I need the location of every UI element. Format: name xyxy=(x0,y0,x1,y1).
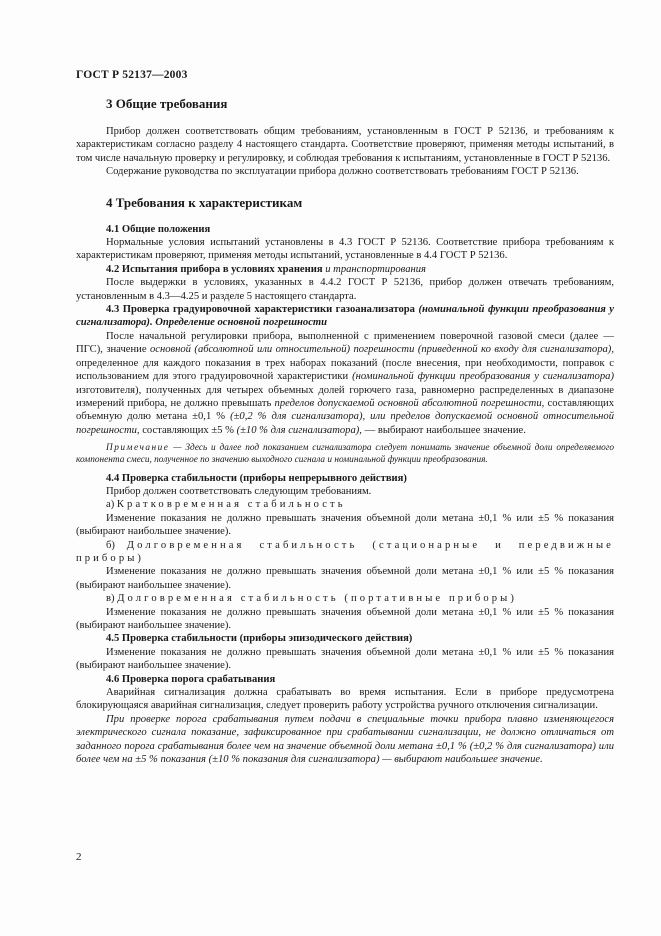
text-run-italic: пределов допускаемой основной абсолютной погрешности, xyxy=(274,397,545,409)
item-b-title xyxy=(76,539,614,566)
subsection-4-1-heading: 4.1 Общие положения xyxy=(106,223,211,235)
item-label: в) xyxy=(106,593,118,605)
subsection-4-2-heading-bold: 4.2 Испытания прибора в условиях хранения xyxy=(106,263,323,275)
section-3-paragraph-1: Прибор должен соответствовать общим требованиям, установленным в ГОСТ Р 52136, и требованиям к характеристикам согласно разделу 4 настоящего стандарта. Соответствие проверяют, применяя методы испытаний, в том числе начальную проверку и регулировку, и соблюдая требования к испытаниям, установленные в ГОСТ Р 52136. xyxy=(76,126,614,164)
text-run: составляющих объемную долю метана ±0,1 % xyxy=(76,397,614,423)
item-a-text: Изменение показания не должно превышать значения объемной доли метана ±0,1 % или ±5 % показания (выбирают наибольшее значение). xyxy=(76,512,614,538)
text-run-italic: (±10 % для сигнализатора), xyxy=(236,424,362,436)
subsection-4-2-paragraph: После выдержки в условиях, указанных в 4.4.2 ГОСТ Р 52136, прибор должен отвечать требованиям, установленным в 4.3—4.25 и разделе 5 настоящего стандарта. xyxy=(76,277,614,302)
text-run-italic: основной (абсолютной или относительной) погрешности (приведенной ко входу для сигнализатора), xyxy=(149,344,614,356)
section-4-heading: 4 Требования к характеристикам xyxy=(106,194,303,210)
subsection-4-5-heading: 4.5 Проверка стабильности (приборы эпизодического действия) xyxy=(106,633,413,645)
subsection-4-2-heading-italic: и транспортирования xyxy=(322,263,426,275)
subsection-4-1-paragraph: Нормальные условия испытаний установлены в 4.3 ГОСТ Р 52136. Соответствие прибора требованиям к характеристикам проверяют, применяя методы испытаний, установленные в 4.4 ГОСТ Р 52136. xyxy=(76,237,614,262)
text-run: определенное для каждого показания в трех наборах показаний (после внесения, при необходимости, поправок с использованием для этого градуировочной характеристики xyxy=(76,357,614,383)
subsection-4-6-heading: 4.6 Проверка порога срабатывания xyxy=(106,673,276,685)
subsection-4-3-heading-bold-italic: (номинальной функции преобразования у сигнализатора). Определение основной погрешности xyxy=(76,304,615,329)
subsection-4-6-paragraph-1: Аварийная сигнализация должна срабатывать во время испытания. Если в приборе предусмотрена блокирующаяся аварийная сигнализация, следует проверить работу устройства ручного отключения сигнализации. xyxy=(76,687,614,712)
item-c-title xyxy=(76,592,614,605)
subsection-4-3-heading-bold: 4.3 Проверка градуировочной характеристики газоанализатора xyxy=(106,304,419,316)
note-text: — Здесь и далее под показанием сигнализатора следует понимать значение объемной доли определяемого компонента смеси, полученное по значению выходного сигнала и номинальной функции преобразования. xyxy=(76,443,614,466)
page-number: 2 xyxy=(76,851,82,863)
subsection-4-6-paragraph-2: При проверке порога срабатывания путем подачи в специальные точки прибора плавно изменяющегося электрического сигнала показание, зафиксированное при срабатывании сигнализации, не должно отличаться от заданного порога срабатывания более чем на значение объемной доли метана ±0,1 % (±0,2 % для сигнализатора) или более чем на ±5 % показания (±10 % показания для сигнализатора) — выбирают наибольшее значение. xyxy=(76,713,614,766)
item-title-spaced: Кратковременная стабильность xyxy=(116,499,346,511)
document-header: ГОСТ Р 52137—2003 xyxy=(76,69,188,81)
text-run-italic: (номинальной функции преобразования у сигнализатора) xyxy=(352,371,614,383)
text-run: изготовителя), полученных для четырех объемных долей горючего газа, равномерно распределенных в диапазоне измерений прибора, не должно превышать xyxy=(76,384,614,409)
item-title-spaced: Долговременная стабильность (стационарные и передвижные приборы) xyxy=(76,539,614,564)
item-title-spaced: Долговременная стабильность (портативные приборы) xyxy=(117,593,518,605)
subsection-4-3-note xyxy=(76,442,614,466)
item-label: б) xyxy=(106,539,127,551)
item-c-text: Изменение показания не должно превышать значения объемной доли метана ±0,1 % или ±5 % показания (выбирают наибольшее значение). xyxy=(76,606,614,631)
subsection-4-4-heading: 4.4 Проверка стабильности (приборы непрерывного действия) xyxy=(106,472,407,484)
document-body xyxy=(76,96,614,766)
text-run-italic: (±0,2 % для сигнализатора), или пределов допускаемой основной относительной погрешности, xyxy=(76,411,614,436)
item-label: а) xyxy=(106,499,117,511)
item-a-title xyxy=(76,498,614,511)
item-b-text: Изменение показания не должно превышать значения объемной доли метана ±0,1 % или ±5 % показания (выбирают наибольшее значение). xyxy=(76,566,614,591)
subsection-4-3-paragraph xyxy=(76,330,614,437)
text-run: — выбирают наибольшее значение. xyxy=(361,424,526,436)
subsection-4-3-heading xyxy=(76,303,614,330)
subsection-4-4-intro: Прибор должен соответствовать следующим требованиям. xyxy=(106,485,372,497)
subsection-4-2-heading xyxy=(76,263,614,276)
section-3-heading: 3 Общие требования xyxy=(106,96,228,111)
text-run: составляющих ±5 % xyxy=(139,424,237,436)
section-3-paragraph-2: Содержание руководства по эксплуатации прибора должно соответствовать требованиям ГОСТ Р 52136. xyxy=(106,166,579,178)
text-run: После начальной регулировки прибора, выполненной с применением поверочной газовой смеси (далее — ПГС), значение xyxy=(76,330,614,356)
note-label: Примечание xyxy=(106,443,170,454)
subsection-4-5-paragraph: Изменение показания не должно превышать значения объемной доли метана ±0,1 % или ±5 % показания (выбирают наибольшее значение). xyxy=(76,646,614,672)
